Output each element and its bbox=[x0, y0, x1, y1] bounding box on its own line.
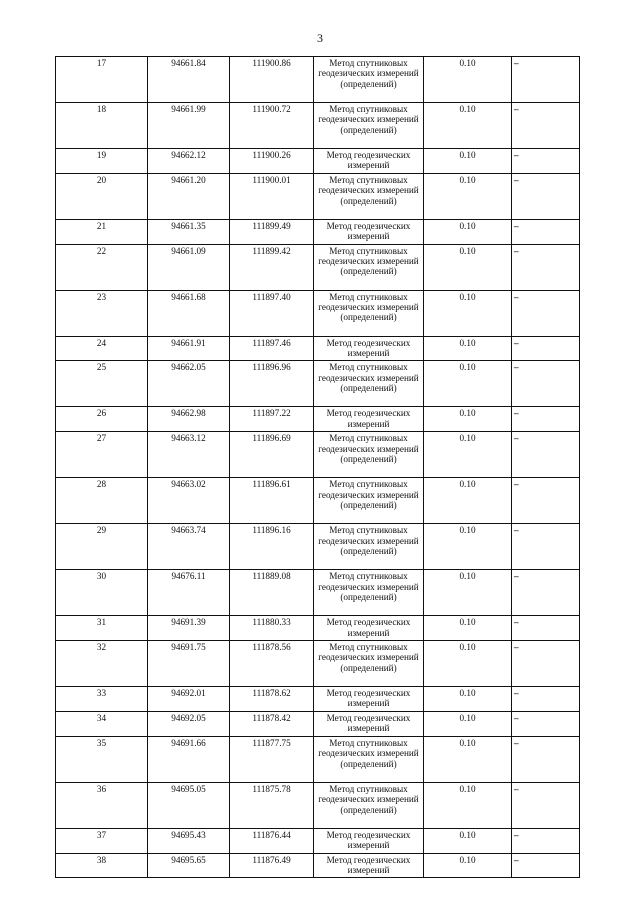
point-number-cell: 28 bbox=[56, 478, 148, 524]
method-cell: Метод геодезических измерений bbox=[314, 828, 424, 853]
method-cell: Метод геодезических измерений bbox=[314, 687, 424, 712]
coordinate-y-cell: 111880.33 bbox=[230, 616, 314, 641]
note-cell: – bbox=[512, 524, 580, 570]
accuracy-cell: 0.10 bbox=[424, 782, 512, 828]
coordinate-y-cell: 111896.69 bbox=[230, 432, 314, 478]
note-cell: – bbox=[512, 736, 580, 782]
point-number-cell: 36 bbox=[56, 782, 148, 828]
point-number-cell: 33 bbox=[56, 687, 148, 712]
note-cell: – bbox=[512, 828, 580, 853]
accuracy-cell: 0.10 bbox=[424, 149, 512, 174]
method-cell: Метод геодезических измерений bbox=[314, 407, 424, 432]
accuracy-cell: 0.10 bbox=[424, 57, 512, 103]
coordinate-x-cell: 94661.35 bbox=[148, 219, 230, 244]
accuracy-cell: 0.10 bbox=[424, 478, 512, 524]
coordinates-table-body bbox=[56, 57, 580, 878]
coordinate-y-cell: 111896.61 bbox=[230, 478, 314, 524]
method-cell: Метод геодезических измерений bbox=[314, 219, 424, 244]
coordinate-x-cell: 94662.98 bbox=[148, 407, 230, 432]
method-cell: Метод геодезических измерений bbox=[314, 853, 424, 878]
coordinate-y-cell: 111897.40 bbox=[230, 290, 314, 336]
coordinate-y-cell: 111877.75 bbox=[230, 736, 314, 782]
method-cell: Метод геодезических измерений bbox=[314, 616, 424, 641]
method-cell: Метод геодезических измерений bbox=[314, 336, 424, 361]
coordinate-y-cell: 111878.56 bbox=[230, 641, 314, 687]
note-cell: – bbox=[512, 244, 580, 290]
note-cell: – bbox=[512, 853, 580, 878]
point-number-cell: 37 bbox=[56, 828, 148, 853]
coordinate-y-cell: 111900.26 bbox=[230, 149, 314, 174]
table-row bbox=[56, 853, 580, 878]
note-cell: – bbox=[512, 57, 580, 103]
note-cell: – bbox=[512, 336, 580, 361]
point-number-cell: 32 bbox=[56, 641, 148, 687]
coordinate-y-cell: 111897.22 bbox=[230, 407, 314, 432]
coordinate-x-cell: 94661.09 bbox=[148, 244, 230, 290]
table-row bbox=[56, 219, 580, 244]
table-row bbox=[56, 336, 580, 361]
note-cell: – bbox=[512, 432, 580, 478]
method-cell: Метод геодезических измерений bbox=[314, 149, 424, 174]
method-cell: Метод спутниковых геодезических измерений (определений) bbox=[314, 103, 424, 149]
method-cell: Метод спутниковых геодезических измерений (определений) bbox=[314, 57, 424, 103]
table-row bbox=[56, 711, 580, 736]
coordinate-y-cell: 111889.08 bbox=[230, 570, 314, 616]
point-number-cell: 24 bbox=[56, 336, 148, 361]
table-row bbox=[56, 524, 580, 570]
coordinates-table bbox=[55, 56, 580, 878]
accuracy-cell: 0.10 bbox=[424, 290, 512, 336]
accuracy-cell: 0.10 bbox=[424, 103, 512, 149]
coordinate-x-cell: 94695.65 bbox=[148, 853, 230, 878]
coordinate-x-cell: 94661.84 bbox=[148, 57, 230, 103]
accuracy-cell: 0.10 bbox=[424, 361, 512, 407]
method-cell: Метод спутниковых геодезических измерений (определений) bbox=[314, 641, 424, 687]
accuracy-cell: 0.10 bbox=[424, 641, 512, 687]
table-row bbox=[56, 57, 580, 103]
coordinate-x-cell: 94663.74 bbox=[148, 524, 230, 570]
note-cell: – bbox=[512, 361, 580, 407]
table-row bbox=[56, 149, 580, 174]
accuracy-cell: 0.10 bbox=[424, 219, 512, 244]
method-cell: Метод геодезических измерений bbox=[314, 711, 424, 736]
accuracy-cell: 0.10 bbox=[424, 173, 512, 219]
method-cell: Метод спутниковых геодезических измерений (определений) bbox=[314, 782, 424, 828]
note-cell: – bbox=[512, 711, 580, 736]
accuracy-cell: 0.10 bbox=[424, 616, 512, 641]
point-number-cell: 17 bbox=[56, 57, 148, 103]
note-cell: – bbox=[512, 219, 580, 244]
table-row bbox=[56, 361, 580, 407]
coordinate-y-cell: 111875.78 bbox=[230, 782, 314, 828]
method-cell: Метод спутниковых геодезических измерений (определений) bbox=[314, 478, 424, 524]
point-number-cell: 35 bbox=[56, 736, 148, 782]
accuracy-cell: 0.10 bbox=[424, 570, 512, 616]
table-row bbox=[56, 687, 580, 712]
table-row bbox=[56, 407, 580, 432]
table-row bbox=[56, 782, 580, 828]
accuracy-cell: 0.10 bbox=[424, 687, 512, 712]
coordinate-y-cell: 111878.62 bbox=[230, 687, 314, 712]
coordinate-x-cell: 94662.05 bbox=[148, 361, 230, 407]
coordinate-x-cell: 94661.20 bbox=[148, 173, 230, 219]
method-cell: Метод спутниковых геодезических измерений (определений) bbox=[314, 570, 424, 616]
table-row bbox=[56, 736, 580, 782]
coordinate-y-cell: 111900.86 bbox=[230, 57, 314, 103]
coordinate-y-cell: 111899.49 bbox=[230, 219, 314, 244]
note-cell: – bbox=[512, 478, 580, 524]
coordinate-y-cell: 111900.72 bbox=[230, 103, 314, 149]
accuracy-cell: 0.10 bbox=[424, 736, 512, 782]
point-number-cell: 29 bbox=[56, 524, 148, 570]
table-row bbox=[56, 616, 580, 641]
note-cell: – bbox=[512, 782, 580, 828]
point-number-cell: 27 bbox=[56, 432, 148, 478]
note-cell: – bbox=[512, 149, 580, 174]
accuracy-cell: 0.10 bbox=[424, 828, 512, 853]
page-number: 3 bbox=[317, 31, 323, 45]
method-cell: Метод спутниковых геодезических измерений (определений) bbox=[314, 524, 424, 570]
table-row bbox=[56, 478, 580, 524]
coordinate-x-cell: 94663.12 bbox=[148, 432, 230, 478]
coordinate-x-cell: 94695.43 bbox=[148, 828, 230, 853]
method-cell: Метод спутниковых геодезических измерений (определений) bbox=[314, 361, 424, 407]
coordinate-x-cell: 94663.02 bbox=[148, 478, 230, 524]
table-row bbox=[56, 432, 580, 478]
note-cell: – bbox=[512, 616, 580, 641]
coordinate-y-cell: 111878.42 bbox=[230, 711, 314, 736]
point-number-cell: 26 bbox=[56, 407, 148, 432]
note-cell: – bbox=[512, 407, 580, 432]
point-number-cell: 30 bbox=[56, 570, 148, 616]
accuracy-cell: 0.10 bbox=[424, 853, 512, 878]
note-cell: – bbox=[512, 173, 580, 219]
point-number-cell: 25 bbox=[56, 361, 148, 407]
method-cell: Метод спутниковых геодезических измерений (определений) bbox=[314, 244, 424, 290]
accuracy-cell: 0.10 bbox=[424, 711, 512, 736]
table-row bbox=[56, 103, 580, 149]
coordinate-x-cell: 94692.01 bbox=[148, 687, 230, 712]
coordinate-x-cell: 94692.05 bbox=[148, 711, 230, 736]
coordinate-x-cell: 94676.11 bbox=[148, 570, 230, 616]
method-cell: Метод спутниковых геодезических измерений (определений) bbox=[314, 432, 424, 478]
coordinate-y-cell: 111876.49 bbox=[230, 853, 314, 878]
method-cell: Метод спутниковых геодезических измерений (определений) bbox=[314, 173, 424, 219]
point-number-cell: 22 bbox=[56, 244, 148, 290]
coordinate-y-cell: 111897.46 bbox=[230, 336, 314, 361]
coordinate-x-cell: 94661.99 bbox=[148, 103, 230, 149]
note-cell: – bbox=[512, 103, 580, 149]
note-cell: – bbox=[512, 290, 580, 336]
point-number-cell: 34 bbox=[56, 711, 148, 736]
note-cell: – bbox=[512, 570, 580, 616]
accuracy-cell: 0.10 bbox=[424, 336, 512, 361]
coordinate-x-cell: 94695.05 bbox=[148, 782, 230, 828]
accuracy-cell: 0.10 bbox=[424, 524, 512, 570]
coordinate-y-cell: 111896.96 bbox=[230, 361, 314, 407]
coordinate-y-cell: 111900.01 bbox=[230, 173, 314, 219]
table-row bbox=[56, 641, 580, 687]
table-row bbox=[56, 828, 580, 853]
coordinate-x-cell: 94691.39 bbox=[148, 616, 230, 641]
table-row bbox=[56, 173, 580, 219]
method-cell: Метод спутниковых геодезических измерений (определений) bbox=[314, 290, 424, 336]
point-number-cell: 19 bbox=[56, 149, 148, 174]
accuracy-cell: 0.10 bbox=[424, 407, 512, 432]
coordinate-x-cell: 94691.66 bbox=[148, 736, 230, 782]
point-number-cell: 20 bbox=[56, 173, 148, 219]
table-row bbox=[56, 570, 580, 616]
table-row bbox=[56, 244, 580, 290]
point-number-cell: 18 bbox=[56, 103, 148, 149]
coordinate-x-cell: 94662.12 bbox=[148, 149, 230, 174]
point-number-cell: 23 bbox=[56, 290, 148, 336]
accuracy-cell: 0.10 bbox=[424, 244, 512, 290]
note-cell: – bbox=[512, 687, 580, 712]
table-row bbox=[56, 290, 580, 336]
coordinate-y-cell: 111899.42 bbox=[230, 244, 314, 290]
coordinate-x-cell: 94691.75 bbox=[148, 641, 230, 687]
method-cell: Метод спутниковых геодезических измерений (определений) bbox=[314, 736, 424, 782]
note-cell: – bbox=[512, 641, 580, 687]
point-number-cell: 38 bbox=[56, 853, 148, 878]
coordinate-y-cell: 111876.44 bbox=[230, 828, 314, 853]
coordinate-x-cell: 94661.91 bbox=[148, 336, 230, 361]
coordinate-x-cell: 94661.68 bbox=[148, 290, 230, 336]
point-number-cell: 31 bbox=[56, 616, 148, 641]
coordinate-y-cell: 111896.16 bbox=[230, 524, 314, 570]
accuracy-cell: 0.10 bbox=[424, 432, 512, 478]
point-number-cell: 21 bbox=[56, 219, 148, 244]
